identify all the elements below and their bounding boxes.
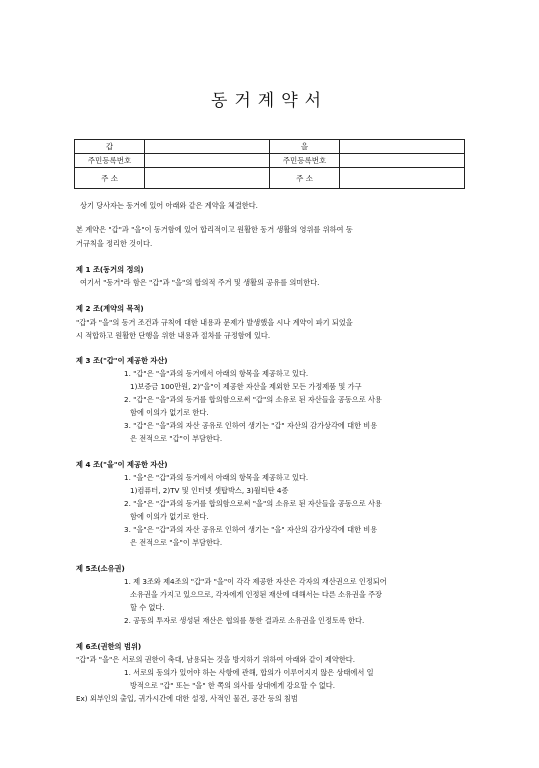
section-6-line: 방적으로 "갑" 또는 "을" 한 쪽의 의사를 상대에게 강요할 수 없다. xyxy=(130,681,335,690)
section-6-line: 1. 서로의 동의가 있어야 하는 사항에 관해, 합의가 이루어지지 않은 상태에서 일 xyxy=(124,668,374,677)
section-4-line: 1)컴퓨터, 2)TV 및 인터넷 셋탑박스, 3)월티탄 4종 xyxy=(130,486,289,495)
section-4-title: 제 4 조("을"이 제공한 자산) xyxy=(76,460,168,469)
party-b-id-label: 주민등록번호 xyxy=(270,154,340,168)
section-4-line: 1. "을"은 "갑"과의 동거에서 아래의 항목을 제공하고 있다. xyxy=(124,473,309,482)
section-5-line: 할 수 없다. xyxy=(130,603,165,612)
section-2-title: 제 2 조(계약의 목적) xyxy=(76,304,144,313)
preamble-line-1: 본 계약은 "갑"과 "을"이 동거함에 있어 합리적이고 원활한 동거 생활의 영위를 위하여 동 xyxy=(76,225,353,234)
section-2-line: "갑"과 "을"의 동거 조건과 규칙에 대한 내용과 문제가 발생했을 시나 계약이 파기 되었을 xyxy=(76,318,353,327)
section-4-line: 함에 이의가 없기로 한다. xyxy=(130,512,209,521)
section-3-line: 은 전적으로 "갑"이 부담한다. xyxy=(130,434,223,443)
section-5-line: 2. 공동의 투자로 생성된 재산은 협의를 통한 결과로 소유권을 인정토록 한다. xyxy=(124,616,365,625)
section-3-line: 2. "갑"은 "을"과의 동거를 합의함으로써 "갑"의 소유로 된 자산들을 공동으로 사용 xyxy=(124,395,382,404)
party-b-name-cell xyxy=(340,140,465,154)
section-4-line: 3. "을"은 "갑"과의 자산 공유로 인하여 생기는 "을" 자산의 감가상각에 대한 비용 xyxy=(124,525,378,534)
section-3-line: 함에 이의가 없기로 한다. xyxy=(130,408,209,417)
section-6-title: 제 6조(권한의 범위) xyxy=(76,642,142,651)
preamble-line-2: 거규칙을 정리한 것이다. xyxy=(76,239,153,248)
section-5-title: 제 5조(소유권) xyxy=(76,564,125,573)
section-3-title: 제 3 조("갑"이 제공한 자산) xyxy=(76,356,168,365)
party-b-address-label: 주 소 xyxy=(270,168,340,189)
table-row xyxy=(75,140,465,154)
section-5-line: 1. 제 3조와 제4조의 "갑"과 "을"이 각각 제공한 자산은 각자의 재산권으로 인정되어 xyxy=(124,577,387,586)
section-1-title: 제 1 조(동거의 정의) xyxy=(76,265,144,274)
party-a-name-cell xyxy=(145,140,270,154)
section-3-line: 1. "갑"은 "을"과의 동거에서 아래의 항목을 제공하고 있다. xyxy=(124,369,309,378)
section-5-line: 소유권을 가지고 있으므로, 각자에게 인정된 재산에 대해서는 다른 소유권을 주장 xyxy=(130,590,382,599)
section-1-line: 여기서 "동거"라 함은 "갑"과 "을"의 합의적 주거 및 생활의 공유를 의미한다. xyxy=(80,278,320,287)
party-a-id-cell xyxy=(145,154,270,168)
party-a-id-label: 주민등록번호 xyxy=(75,154,145,168)
section-4-line: 은 전적으로 "을"이 부담한다. xyxy=(130,538,223,547)
table-row xyxy=(75,168,465,189)
party-b-address-cell xyxy=(340,168,465,189)
party-info-table xyxy=(74,139,465,189)
section-6-line: Ex) 외부인의 출입, 귀가시간에 대한 설정, 사적인 물건, 공간 등의 침범 xyxy=(76,694,298,703)
section-2-line: 시 적합하고 원활한 단행을 위한 내용과 절차를 규정함에 있다. xyxy=(76,331,271,340)
section-6-line: "갑"과 "을"은 서로의 권한이 축대, 남용되는 것을 방지하기 위하여 아래와 같이 제약한다. xyxy=(76,655,355,664)
section-4-line: 2. "을"은 "갑"과의 동거를 합의함으로써 "을"의 소유로 된 자산들을 공동으로 사용 xyxy=(124,499,382,508)
party-a-label: 갑 xyxy=(75,140,145,154)
section-3-line: 1)보증금 100만원, 2)"을"이 제공한 자산을 제외한 모든 가정제품 및 가구 xyxy=(130,382,362,391)
section-3-line: 3. "갑"은 "을"과의 자산 공유로 인하여 생기는 "갑" 자산의 감가상각에 대한 비용 xyxy=(124,421,378,430)
party-b-label: 을 xyxy=(270,140,340,154)
table-row xyxy=(75,154,465,168)
party-a-address-cell xyxy=(145,168,270,189)
document-title: 동거계약서 xyxy=(210,91,329,111)
intro-text: 상기 당사자는 동거에 있어 아래와 같은 계약을 체결한다. xyxy=(80,201,258,210)
party-b-id-cell xyxy=(340,154,465,168)
party-a-address-label: 주 소 xyxy=(75,168,145,189)
